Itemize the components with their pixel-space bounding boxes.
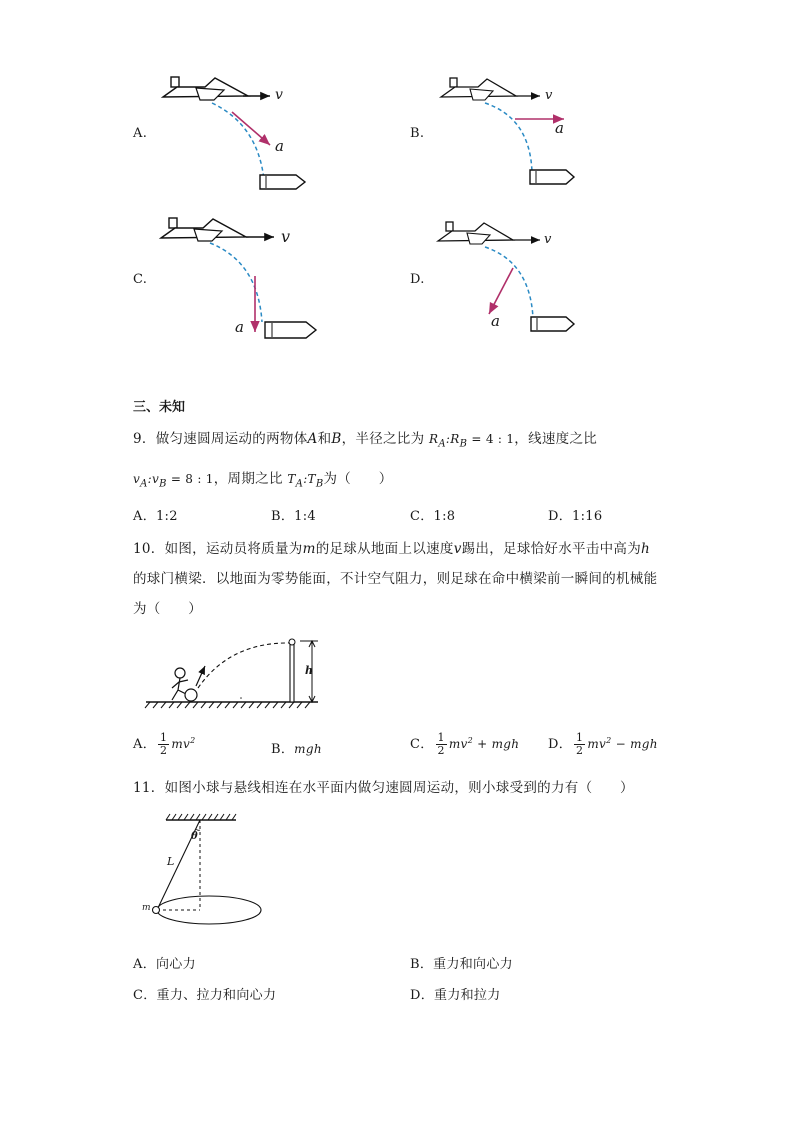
option-a-label: A. — [133, 126, 148, 141]
q9-option-d[interactable]: D．1:16 — [548, 509, 603, 524]
q11-option-d[interactable]: D．重力和拉力 — [410, 988, 501, 1003]
q9-line1 — [133, 427, 597, 449]
q10-line3: 为（ ） — [133, 601, 202, 617]
plane-c — [161, 218, 246, 241]
a-label-c: a — [235, 318, 244, 336]
q11-option-c[interactable]: C．重力、拉力和向心力 — [133, 988, 277, 1003]
accel-arrow-d — [489, 268, 513, 314]
q9-text-post2: 为（ ） — [323, 471, 393, 487]
v-label-c: v — [281, 227, 291, 246]
v-label-d: v — [544, 232, 552, 247]
q11-L-label: L — [167, 855, 175, 868]
q9-eq2: = 8 : 1 — [166, 472, 214, 486]
q9-option-a[interactable]: A．1:2 — [133, 509, 178, 524]
a-label-d: a — [491, 312, 500, 330]
section-heading: 三、未知 — [133, 400, 186, 415]
q9-text-post: ，线速度之比 — [514, 431, 598, 447]
q9-period-ratio: $T_A:T_B$ — [287, 472, 324, 490]
q10-line1: 10．如图，运动员将质量为m的足球从地面上以速度v踢出，足球恰好水平击中高为h — [133, 541, 651, 557]
q9-velocity-ratio: $v_A:v_B$ — [133, 472, 167, 490]
q9-and: 和 — [317, 431, 332, 447]
q10-option-c[interactable]: C． $\frac{1}{2}$ $mv^2$ + mgh — [410, 731, 520, 757]
v-label-b: v — [545, 88, 553, 103]
q10-line2: 的球门横梁．以地面为零势能面，不计空气阻力，则足球在命中横梁前一瞬间的机械能 — [133, 571, 658, 587]
q11-stem: 11．如图小球与悬线相连在水平面内做匀速圆周运动，则小球受到的力有（ ） — [133, 780, 634, 796]
q9-text-mid: ，半径之比为 — [341, 431, 425, 447]
shell-b — [530, 170, 574, 184]
q9-line2 — [133, 467, 393, 489]
v-label-a: v — [275, 87, 283, 103]
a-label-a: a — [275, 137, 284, 155]
q9-radius-ratio: $R_A:R_B$ — [429, 432, 468, 450]
q10-option-d[interactable]: D． $\frac{1}{2}$ $mv^2$ − mgh — [548, 731, 658, 757]
q9-var-b: B — [331, 431, 342, 447]
q10-fig-h-label: h — [305, 664, 313, 677]
q11-option-a[interactable]: A．向心力 — [133, 957, 196, 972]
accel-arrow-a — [232, 112, 270, 145]
q11-theta-label: θ — [191, 831, 198, 842]
q9-option-c[interactable]: C．1:8 — [410, 509, 456, 524]
trajectory-b — [485, 103, 532, 172]
plane-a — [163, 77, 248, 100]
q9-option-b[interactable]: B．1:4 — [271, 509, 316, 524]
q9-eq1: = 4 : 1 — [467, 432, 515, 446]
option-c-label: C. — [133, 272, 148, 287]
shell-c — [265, 322, 316, 338]
q10-option-b[interactable]: B．mgh — [271, 742, 322, 757]
football — [185, 689, 197, 701]
q11-m-label: m — [142, 903, 151, 913]
q11-figure — [0, 805, 794, 935]
option-b-label: B. — [410, 126, 425, 141]
q8-figures — [0, 0, 794, 360]
plane-d — [438, 222, 513, 244]
q9-var-a: A — [307, 431, 318, 447]
plane-b — [441, 78, 516, 100]
trajectory-a — [212, 103, 264, 180]
q9-text-mid2: ，周期之比 — [213, 471, 283, 487]
a-label-b: a — [555, 119, 564, 137]
q9-text-pre: 9．做匀速圆周运动的两物体 — [133, 431, 308, 447]
shell-a — [260, 175, 305, 189]
q10-option-a[interactable]: A． $\frac{1}{2}$ $mv^2$ — [133, 731, 196, 757]
option-d-label: D. — [410, 272, 425, 287]
q10-figure — [0, 630, 794, 710]
q11-option-b[interactable]: B．重力和向心力 — [410, 957, 513, 972]
